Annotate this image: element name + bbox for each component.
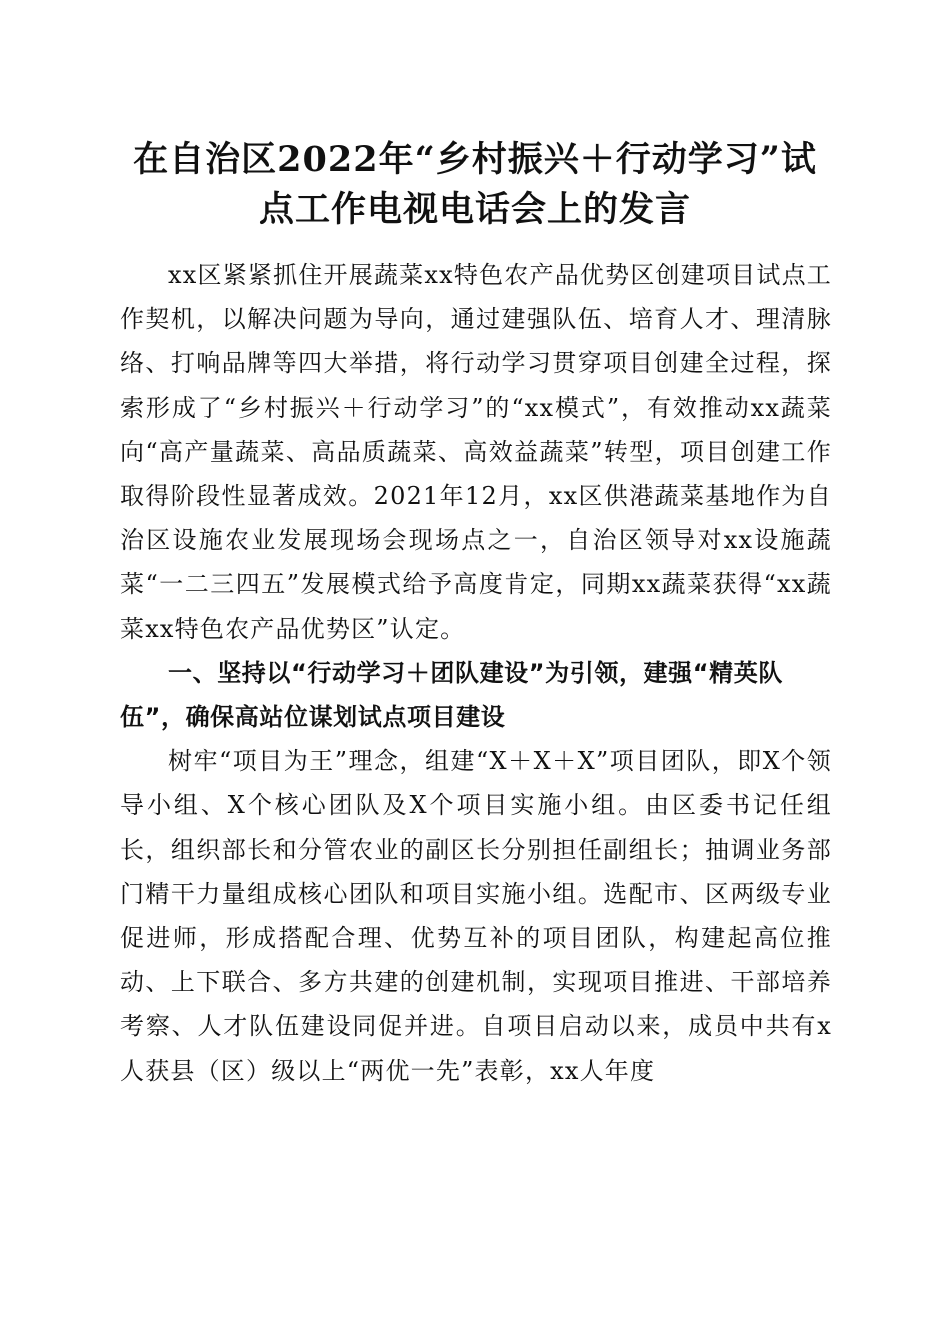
document-title	[110, 135, 840, 235]
paragraph-intro: xx区紧紧抓住开展蔬菜xx特色农产品优势区创建项目试点工作契机，以解决问题为导向，通过建强队伍、培育人才、理清脉络、打响品牌等四大举措，将行动学习贯穿项目创建全过程，探索形成了“乡村振兴＋行动学习”的“xx模式”，有效推动xx蔬菜向“高产量蔬菜、高品质蔬菜、高效益蔬菜”转型，项目创建工作取得阶段性显著成效。2021年12月，xx区供港蔬菜基地作为自治区设施农业发展现场会现场点之一，自治区领导对xx设施蔬菜“一二三四五”发展模式给予高度肯定，同期xx蔬菜获得“xx蔬菜xx特色农产品优势区”认定。	[120, 261, 832, 643]
section-heading-1: 一、坚持以“行动学习＋团队建设”为引领，建强“精英队伍”，确保高站位谋划试点项目建设	[120, 658, 783, 732]
document-body	[120, 253, 832, 1093]
paragraph-section-1: 树牢“项目为王”理念，组建“X＋X＋X”项目团队，即X个领导小组、X个核心团队及X个项目实施小组。由区委书记任组长，组织部长和分管农业的副区长分别担任副组长；抽调业务部门精干力量组成核心团队和项目实施小组。选配市、区两级专业促进师，形成搭配合理、优势互补的项目团队，构建起高位推动、上下联合、多方共建的创建机制，实现项目推进、干部培养考察、人才队伍建设同促并进。自项目启动以来，成员中共有x人获县（区）级以上“两优一先”表彰，xx人年度	[120, 747, 832, 1085]
title-line-2: 点工作电视电话会上的发言	[258, 189, 691, 230]
title-line-1: 在自治区2022年“乡村振兴＋行动学习”试	[133, 139, 817, 180]
